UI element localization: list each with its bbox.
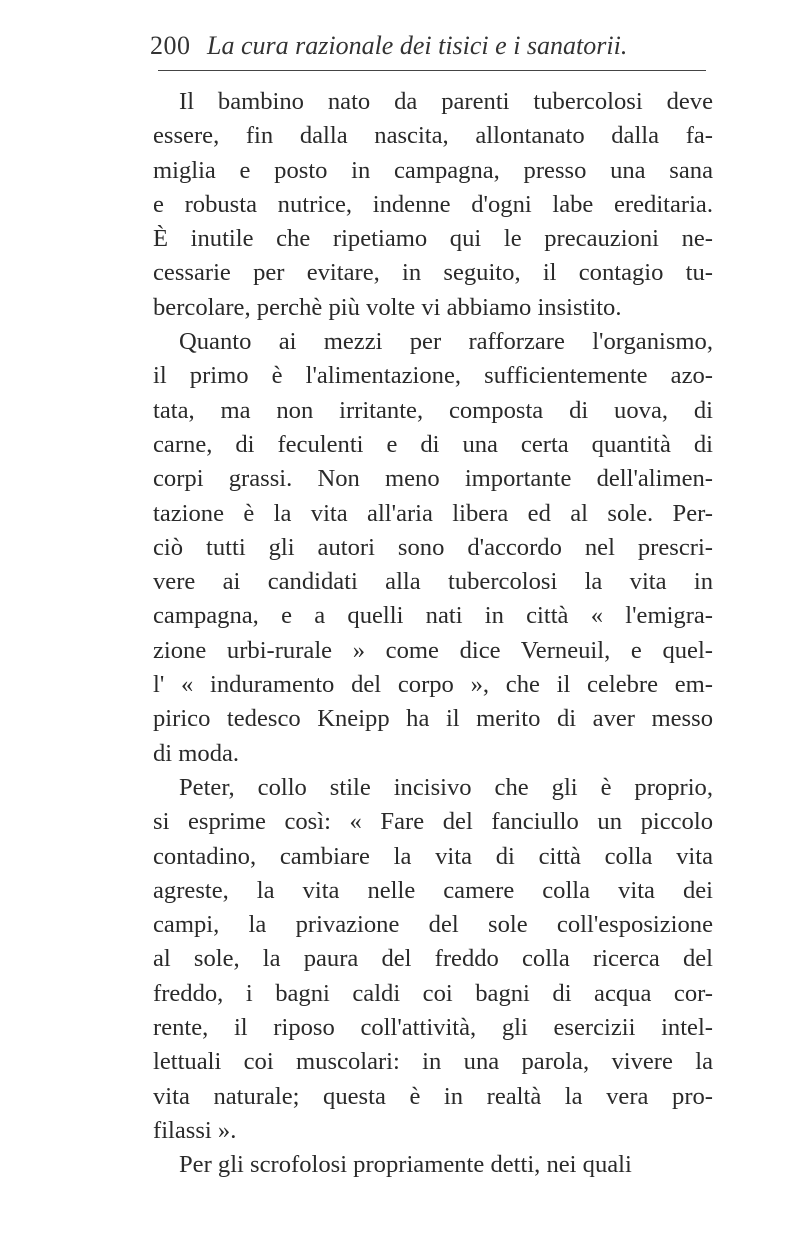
running-head <box>150 27 710 65</box>
text-line: e robusta nutrice, indenne d'ogni labe ereditaria. <box>153 190 713 218</box>
text-line: contadino, cambiare la vita di città colla vita <box>153 842 713 870</box>
header-rule <box>158 70 706 71</box>
body-text <box>153 85 713 1183</box>
page-number: 200 <box>150 31 191 60</box>
text-line: È inutile che ripetiamo qui le precauzioni ne- <box>153 225 713 253</box>
text-line: il primo è l'alimentazione, sufficientemente azo- <box>153 362 713 390</box>
text-line: ciò tutti gli autori sono d'accordo nel prescri- <box>153 533 713 561</box>
text-line: freddo, i bagni caldi coi bagni di acqua cor- <box>153 979 713 1007</box>
text-line: lettuali coi muscolari: in una parola, vivere la <box>153 1048 713 1076</box>
text-line: filassi ». <box>153 1116 237 1144</box>
text-line: di moda. <box>153 739 240 767</box>
text-line: cessarie per evitare, in seguito, il contagio tu- <box>153 259 713 287</box>
text-line: bercolare, perchè più volte vi abbiamo insistito. <box>153 293 622 321</box>
text-line: Peter, collo stile incisivo che gli è proprio, <box>179 773 713 801</box>
text-line: miglia e posto in campagna, presso una sana <box>153 156 713 184</box>
text-line: Quanto ai mezzi per rafforzare l'organismo, <box>179 328 713 356</box>
text-line: corpi grassi. Non meno importante dell'alimen- <box>153 465 713 493</box>
text-line: vere ai candidati alla tubercolosi la vita in <box>153 568 713 596</box>
text-line: essere, fin dalla nascita, allontanato dalla fa- <box>153 122 713 150</box>
text-line: zione urbi-rurale » come dice Verneuil, e quel- <box>153 636 713 664</box>
text-line: l' « induramento del corpo », che il celebre em- <box>153 671 713 699</box>
text-line: vita naturale; questa è in realtà la vera pro- <box>153 1082 713 1110</box>
text-line: pirico tedesco Kneipp ha il merito di aver messo <box>153 705 713 733</box>
text-line: al sole, la paura del freddo colla ricerca del <box>153 945 713 973</box>
running-title: La cura razionale dei tisici e i sanatorii. <box>207 31 628 60</box>
text-line: campagna, e a quelli nati in città « l'emigra- <box>153 602 713 630</box>
text-line: tata, ma non irritante, composta di uova, di <box>153 396 713 424</box>
text-line: Il bambino nato da parenti tubercolosi deve <box>179 88 713 115</box>
text-line: agreste, la vita nelle camere colla vita dei <box>153 876 713 904</box>
text-line: carne, di feculenti e di una certa quantità di <box>153 430 713 458</box>
text-line: tazione è la vita all'aria libera ed al sole. Per- <box>153 499 713 527</box>
text-line: Per gli scrofolosi propriamente detti, nei quali <box>179 1151 632 1179</box>
text-line: rente, il riposo coll'attività, gli esercizii intel- <box>153 1014 713 1042</box>
text-line: campi, la privazione del sole coll'esposizione <box>153 911 713 939</box>
text-line: si esprime così: « Fare del fanciullo un piccolo <box>153 808 713 836</box>
